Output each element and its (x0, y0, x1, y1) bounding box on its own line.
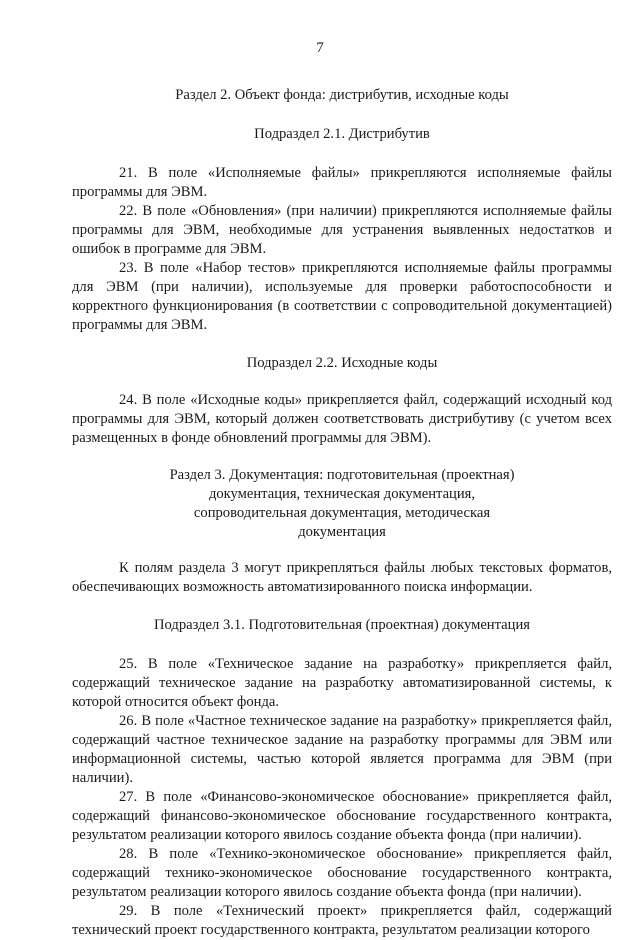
paragraph-24: 24. В поле «Исходные коды» прикрепляется файл, содержащий исходный код программы для ЭВМ, который должен соответствовать дистрибутиву (с учетом всех размещенных в фонде обновлений программы для ЭВМ). (72, 392, 612, 446)
subsection-2-1-title: Подраздел 2.1. Дистрибутив (254, 126, 430, 142)
section-2-title: Раздел 2. Объект фонда: дистрибутив, исходные коды (175, 87, 509, 103)
paragraph-25: 25. В поле «Техническое задание на разработку» прикрепляется файл, содержащий техническое задание на разработку автоматизированной системы, к которой относится объект фонда. (72, 656, 612, 710)
section-3-intro: К полям раздела 3 могут прикрепляться файлы любых текстовых форматов, обеспечивающих возможность автоматизированного поиска информации. (72, 560, 612, 595)
subsection-3-1-title: Подраздел 3.1. Подготовительная (проектная) документация (154, 617, 530, 633)
subsection-2-2-title: Подраздел 2.2. Исходные коды (246, 355, 438, 371)
paragraph-21: 21. В поле «Исполняемые файлы» прикрепляются исполняемые файлы программы для ЭВМ. (72, 165, 612, 200)
page-number: 7 (316, 40, 324, 56)
paragraph-22: 22. В поле «Обновления» (при наличии) прикрепляются исполняемые файлы программы для ЭВМ, необходимые для устранения выявленных недостатков и ошибок в программе для ЭВМ. (72, 203, 612, 257)
paragraph-28: 28. В поле «Технико-экономическое обоснование» прикрепляется файл, содержащий технико-экономическое обоснование государственного контракта, результатом реализации которого явилось создание объекта фонда (при наличии). (72, 846, 612, 900)
paragraph-26: 26. В поле «Частное техническое задание на разработку» прикрепляется файл, содержащий частное техническое задание на разработку программы для ЭВМ или информационной системы, частью которой является программа для ЭВМ (при наличии). (72, 713, 612, 786)
paragraph-23: 23. В поле «Набор тестов» прикрепляются исполняемые файлы программы для ЭВМ (при наличии), используемые для проверки работоспособности и корректного функционирования (в соответствии с сопроводительной документацией) программы для ЭВМ. (72, 260, 612, 333)
paragraph-29: 29. В поле «Технический проект» прикрепляется файл, содержащий технический проект государственного контракта, результатом реализации которого (72, 903, 612, 938)
paragraph-27: 27. В поле «Финансово-экономическое обоснование» прикрепляется файл, содержащий финансово-экономическое обоснование государственного контракта, результатом реализации которого явилось создание объекта фонда (при наличии). (72, 789, 612, 843)
section-3-title: Раздел 3. Документация: подготовительная (проектная) документация, техническая документация, сопроводительная документация, методическая документация (169, 467, 515, 540)
document-body (72, 80, 612, 940)
